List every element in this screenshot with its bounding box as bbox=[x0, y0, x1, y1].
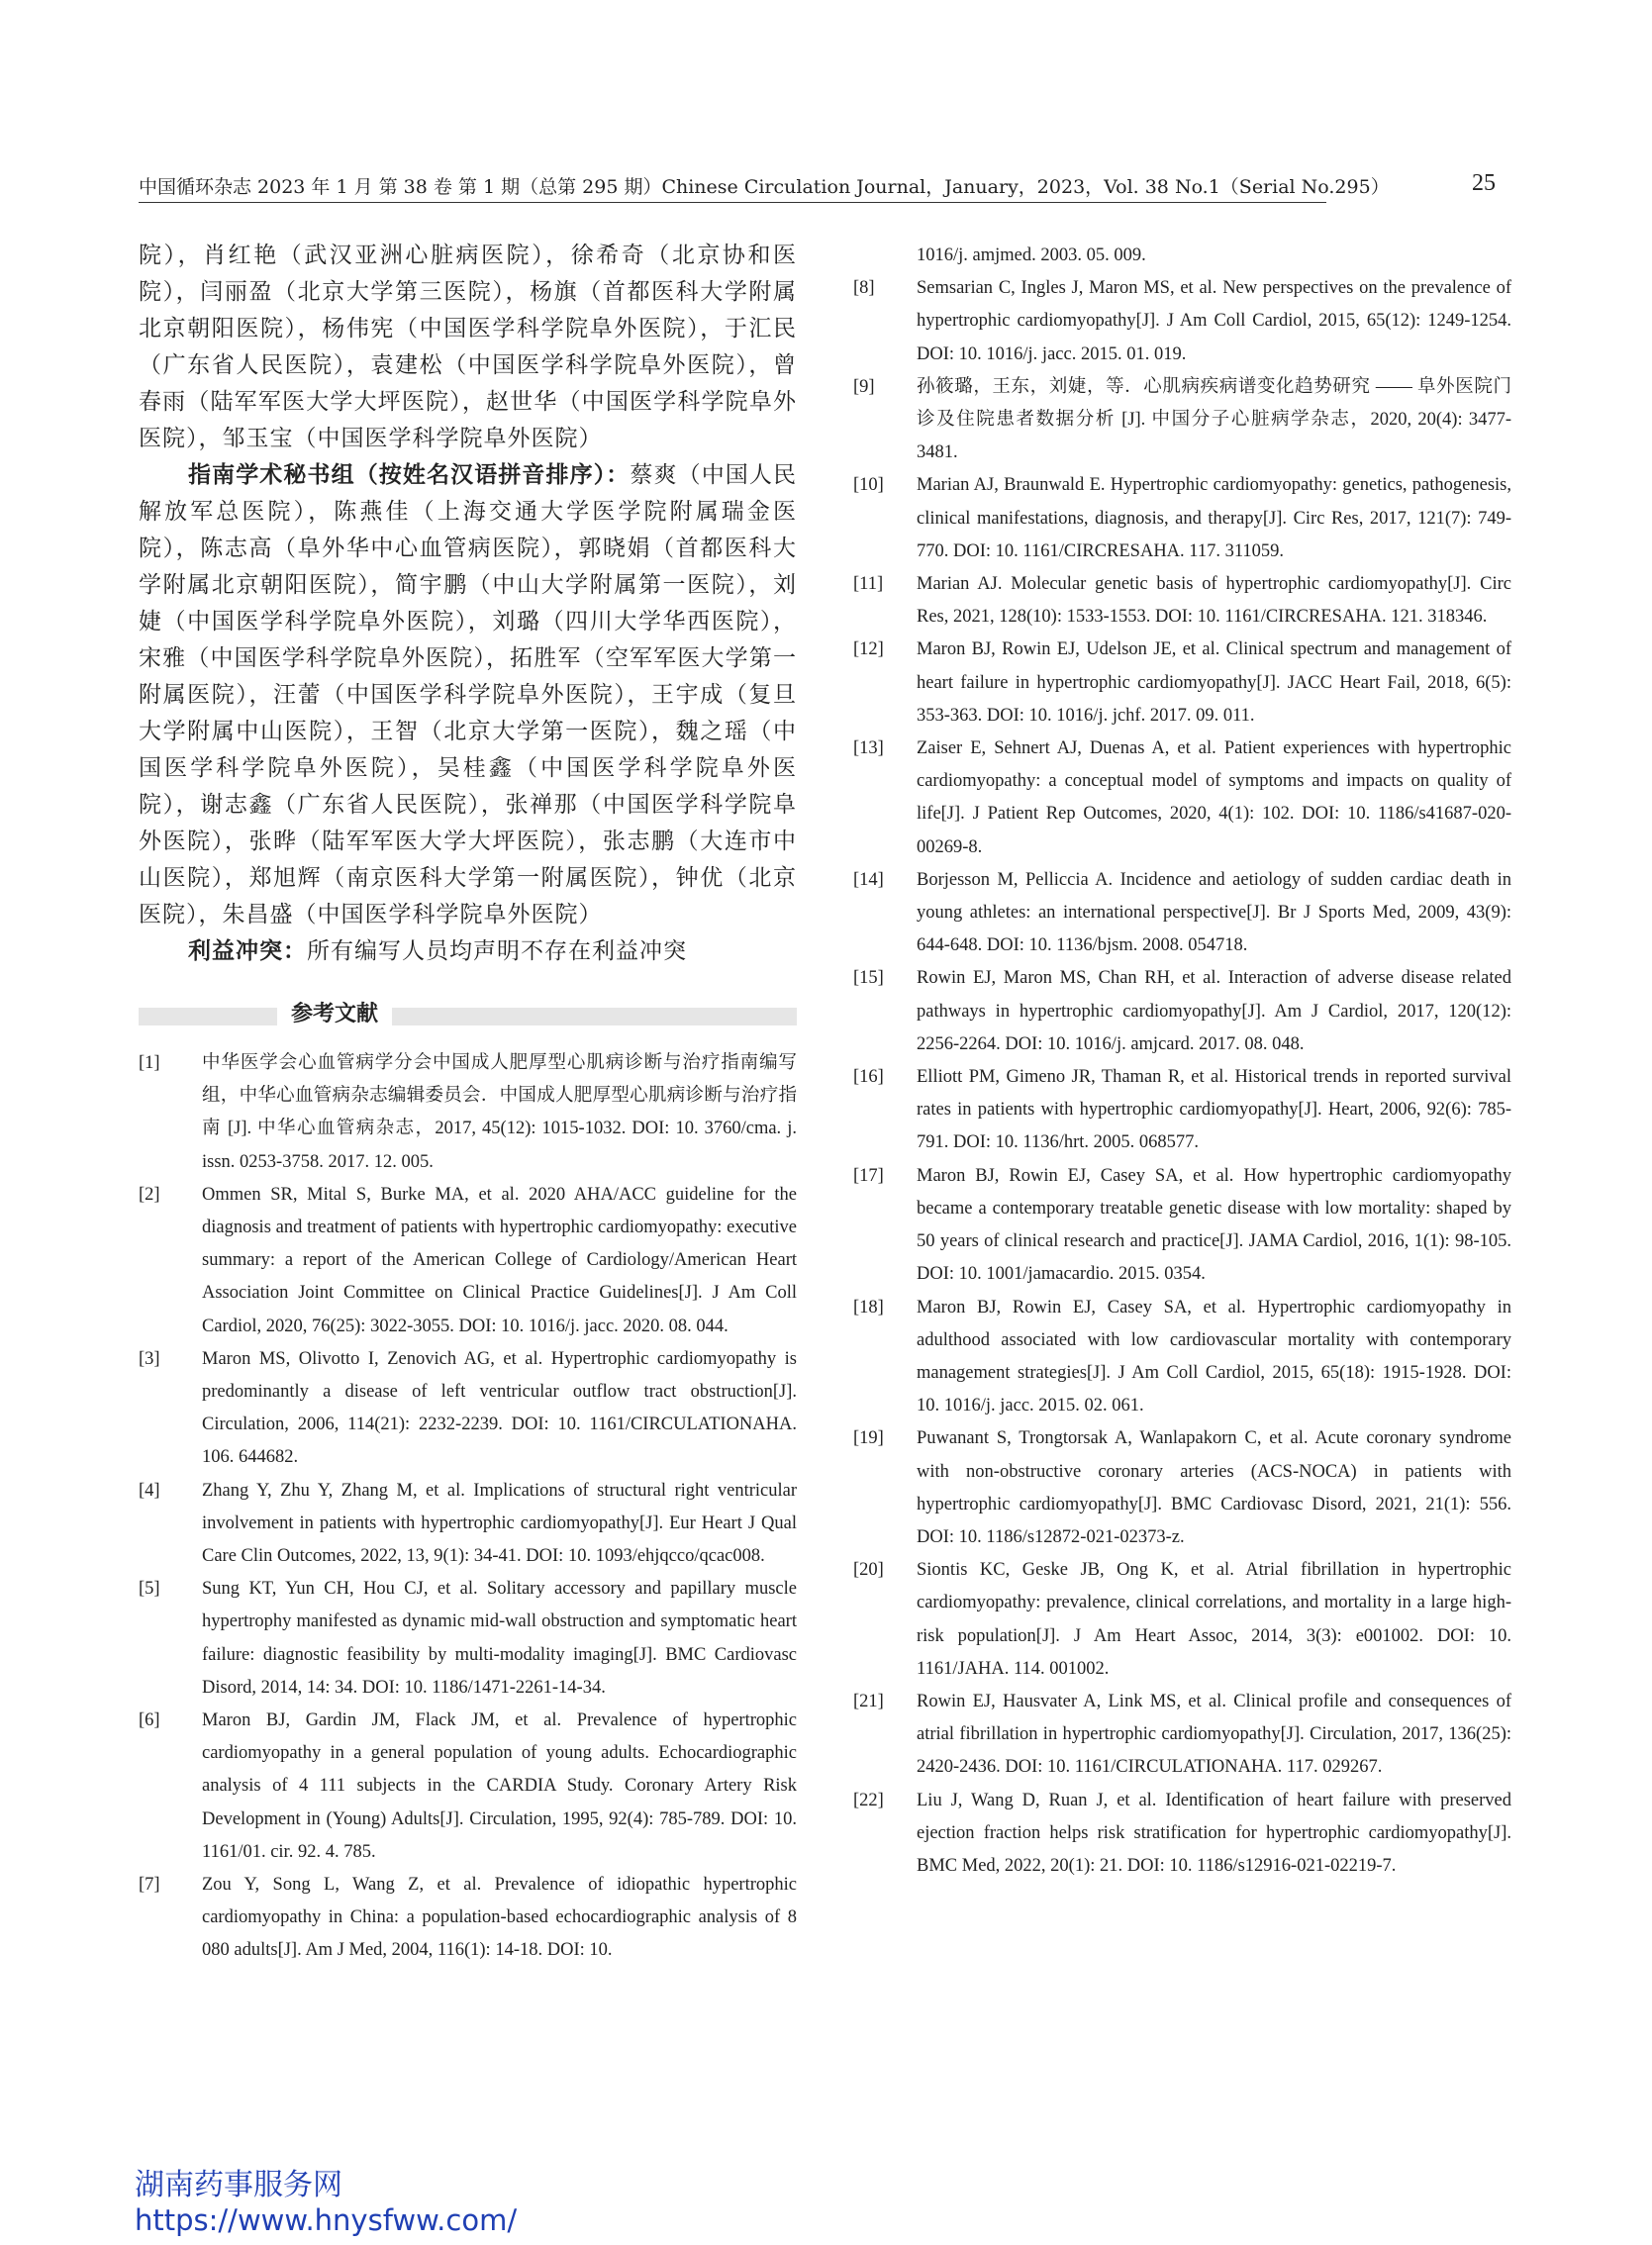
reference-text: Ommen SR, Mital S, Burke MA, et al. 2020 AHA/ACC guideline for the diagnosis and treatment of patients with hypertrophic cardiomyopathy: executive summary: a report of the American College of Cardiology/American Heart Association Joint Committee on Clinical Practice Guidelines[J]. J Am Coll Cardiol, 2020, 76(25): 3022-3055. DOI: 10. 1016/j. jacc. 2020. 08. 044. bbox=[202, 1184, 797, 1336]
reference-number: [7] bbox=[139, 1875, 160, 1896]
conflict-paragraph bbox=[139, 933, 797, 970]
reference-number: [18] bbox=[853, 1297, 884, 1318]
reference-text: Rowin EJ, Maron MS, Chan RH, et al. Interaction of adverse disease related pathways in hypertrophic cardiomyopathy[J]. Am J Cardiol, 2017, 120(12): 2256-2264. DOI: 10. 1016/j. amjcard. 2017. 08. 048. bbox=[917, 968, 1511, 1054]
reference-item bbox=[139, 1705, 797, 1869]
reference-number: [3] bbox=[139, 1348, 160, 1369]
reference-item bbox=[853, 1422, 1511, 1554]
reference-item bbox=[853, 568, 1511, 634]
reference-text: Marian AJ, Braunwald E. Hypertrophic cardiomyopathy: genetics, pathogenesis, clinical manifestations, diagnosis, and therapy[J]. Circ Res, 2017, 121(7): 749-770. DOI: 10. 1161/CIRCRESAHA. 117. 311059. bbox=[917, 475, 1511, 561]
reference-number: [9] bbox=[853, 376, 875, 397]
reference-item bbox=[853, 1785, 1511, 1884]
reference-number: [14] bbox=[853, 869, 884, 890]
reference-number: [17] bbox=[853, 1165, 884, 1186]
reference-text: Maron MS, Olivotto I, Zenovich AG, et al. Hypertrophic cardiomyopathy is predominantly a disease of left ventricular outflow tract obstruction[J]. Circulation, 2006, 114(21): 2232-2239. DOI: 10. 1161/CIRCULATIONAHA. 106. 644682. bbox=[202, 1348, 797, 1468]
reference-text: Zhang Y, Zhu Y, Zhang M, et al. Implications of structural right ventricular involvement in patients with hypertrophic cardiomyopathy[J]. Eur Heart J Qual Care Clin Outcomes, 2022, 13, 9(1): 34-41. DOI: 10. 1093/ehjqcco/qcac008. bbox=[202, 1480, 797, 1567]
reference-text: Maron BJ, Gardin JM, Flack JM, et al. Prevalence of hypertrophic cardiomyopathy in a general population of young adults. Echocardiographic analysis of 4 111 subjects in the CARDIA Study. Coronary Artery Risk Development in (Young) Adults[J]. Circulation, 1995, 92(4): 785-789. DOI: 10. 1161/01. cir. 92. 4. 785. bbox=[202, 1710, 797, 1862]
watermark-site-name: 湖南药事服务网 bbox=[135, 2168, 342, 2202]
reference-text: Sung KT, Yun CH, Hou CJ, et al. Solitary accessory and papillary muscle hypertrophy manifested as dynamic mid-wall obstruction and symptomatic heart failure: diagnostic feasibility by multi-modality imaging[J]. BMC Cardiovasc Disord, 2014, 14: 34. DOI: 10. 1186/1471-2261-14-34. bbox=[202, 1579, 797, 1698]
reference-text: Zou Y, Song L, Wang Z, et al. Prevalence of idiopathic hypertrophic cardiomyopathy in China: a population-based echocardiographic analysis of 8 080 adults[J]. Am J Med, 2004, 116(1): 14-18. DOI: 10. bbox=[202, 1875, 797, 1961]
reference-item bbox=[853, 864, 1511, 963]
reference-item bbox=[853, 634, 1511, 732]
reference-item bbox=[853, 1292, 1511, 1423]
reference-text: Maron BJ, Rowin EJ, Casey SA, et al. How hypertrophic cardiomyopathy became a contemporary treatable genetic disease with low mortality: shaped by 50 years of clinical research and practice[J]. JAMA Cardiol, 2016, 1(1): 98-105. DOI: 10. 1001/jamacardio. 2015. 0354. bbox=[917, 1165, 1511, 1285]
secretariat-text: 蔡爽（中国人民解放军总医院），陈燕佳（上海交通大学医学院附属瑞金医院），陈志高（阜外华中心血管病医院），郭晓娟（首都医科大学附属北京朝阳医院），简宇鹏（中山大学附属第一医院），刘婕（中国医学科学院阜外医院），刘璐（四川大学华西医院），宋雅（中国医学科学院阜外医院），拓胜军（空军军医大学第一附属医院），汪蕾（中国医学科学院阜外医院），王宇成（复旦大学附属中山医院），王智（北京大学第一医院），魏之瑶（中国医学科学院阜外医院），吴桂鑫（中国医学科学院阜外医院），谢志鑫（广东省人民医院），张禅那（中国医学科学院阜外医院），张晔（陆军军医大学大坪医院），张志鹏（大连市中山医院），郑旭辉（南京医科大学第一附属医院），钟优（北京医院），朱昌盛（中国医学科学院阜外医院） bbox=[139, 462, 798, 927]
reference-item bbox=[139, 1475, 797, 1574]
site-watermark bbox=[135, 2168, 517, 2237]
reference-number: [16] bbox=[853, 1067, 884, 1088]
reference-text: Siontis KC, Geske JB, Ong K, et al. Atrial fibrillation in hypertrophic cardiomyopathy: prevalence, clinical correlations, and mortality in a large high-risk population[J]. J Am Heart Assoc, 2014, 3(3): e001002. DOI: 10. 1161/JAHA. 114. 001002. bbox=[917, 1560, 1511, 1679]
reference-item bbox=[853, 371, 1511, 470]
reference-number: [2] bbox=[139, 1184, 160, 1205]
reference-item bbox=[853, 1554, 1511, 1686]
reference-number: [5] bbox=[139, 1579, 160, 1600]
left-column bbox=[139, 238, 797, 1968]
page-number: 25 bbox=[1472, 170, 1496, 196]
committee-members-continued: 院），肖红艳（武汉亚洲心脏病医院），徐希奇（北京协和医院），闫丽盈（北京大学第三医院），杨旗（首都医科大学附属北京朝阳医院），杨伟宪（中国医学科学院阜外医院），于汇民（广东省人民医院），袁建松（中国医学科学院阜外医院），曾春雨（陆军军医大学大坪医院），赵世华（中国医学科学院阜外医院），邹玉宝（中国医学科学院阜外医院） bbox=[139, 243, 797, 451]
reference-number: [15] bbox=[853, 968, 884, 989]
reference-item bbox=[853, 1686, 1511, 1785]
watermark-url[interactable]: https://www.hnysfww.com/ bbox=[135, 2203, 518, 2237]
reference-text: 孙筱璐，王东，刘婕，等．心肌病疾病谱变化趋势研究 —— 阜外医院门诊及住院患者数据分析 [J]. 中国分子心脏病学杂志，2020, 20(4): 3477-3481. bbox=[917, 376, 1511, 463]
reference-text: Maron BJ, Rowin EJ, Casey SA, et al. Hypertrophic cardiomyopathy in adulthood associated with low cardiovascular mortality with contemporary management strategies[J]. J Am Coll Cardiol, 2015, 65(18): 1915-1928. DOI: 10. 1016/j. jacc. 2015. 02. 061. bbox=[917, 1297, 1511, 1416]
reference-text: Zaiser E, Sehnert AJ, Duenas A, et al. Patient experiences with hypertrophic cardiomyopathy: a conceptual model of symptoms and impacts on quality of life[J]. J Patient Rep Outcomes, 2020, 4(1): 102. DOI: 10. 1186/s41687-020-00269-8. bbox=[917, 738, 1511, 857]
reference-text: Borjesson M, Pelliccia A. Incidence and aetiology of sudden cardiac death in young athletes: an international perspective[J]. Br J Sports Med, 2009, 43(9): 644-648. DOI: 10. 1136/bjsm. 2008. 054718. bbox=[917, 869, 1511, 956]
reference-text: Semsarian C, Ingles J, Maron MS, et al. New perspectives on the prevalence of hypertrophic cardiomyopathy[J]. J Am Coll Cardiol, 2015, 65(12): 1249-1254. DOI: 10. 1016/j. jacc. 2015. 01. 019. bbox=[917, 278, 1511, 364]
reference-number: [20] bbox=[853, 1560, 884, 1581]
reference-item bbox=[853, 1061, 1511, 1160]
reference-text: Marian AJ. Molecular genetic basis of hypertrophic cardiomyopathy[J]. Circ Res, 2021, 128(10): 1533-1553. DOI: 10. 1161/CIRCRESAHA. 121. 318346. bbox=[917, 574, 1511, 628]
reference-item bbox=[853, 272, 1511, 371]
conflict-text: 所有编写人员均声明不存在利益冲突 bbox=[307, 938, 687, 964]
reference-text: Rowin EJ, Hausvater A, Link MS, et al. Clinical profile and consequences of atrial fibrillation in hypertrophic cardiomyopathy[J]. Circulation, 2017, 136(25): 2420-2436. DOI: 10. 1161/CIRCULATIONAHA. 117. 029267. bbox=[917, 1691, 1511, 1778]
reference-item bbox=[853, 469, 1511, 568]
reference-item bbox=[139, 1573, 797, 1705]
reference-text: 中华医学会心血管病学分会中国成人肥厚型心肌病诊断与治疗指南编写组，中华心血管病杂志编辑委员会．中国成人肥厚型心肌病诊断与治疗指南 [J]. 中华心血管病杂志，2017, 45(12): 1015-1032. DOI: 10. 3760/cma. j. issn. 0253-3758. 2017. 12. 005. bbox=[202, 1053, 797, 1172]
reference-number: [19] bbox=[853, 1428, 884, 1449]
reference-number: [21] bbox=[853, 1691, 884, 1711]
secretariat-label: 指南学术秘书组（按姓名汉语拼音排序）： bbox=[188, 462, 631, 488]
reference-text: Puwanant S, Trongtorsak A, Wanlapakorn C, et al. Acute coronary syndrome with non-obstructive coronary arteries (ACS-NOCA) in patients with hypertrophic cardiomyopathy[J]. BMC Cardiovasc Disord, 2021, 21(1): 556. DOI: 10. 1186/s12872-021-02373-z. bbox=[917, 1428, 1511, 1547]
reference-item bbox=[853, 1160, 1511, 1292]
conflict-label: 利益冲突： bbox=[188, 938, 307, 964]
reference-item bbox=[853, 962, 1511, 1061]
reference-number: [8] bbox=[853, 278, 875, 299]
reference-7-continuation: 1016/j. amjmed. 2003. 05. 009. bbox=[917, 245, 1146, 265]
reference-number: [11] bbox=[853, 574, 884, 595]
references-heading-bar bbox=[139, 1002, 797, 1026]
references-list-left bbox=[139, 1047, 797, 1968]
references-list-right bbox=[853, 272, 1511, 1883]
reference-number: [13] bbox=[853, 738, 884, 759]
journal-header: 中国循环杂志 2023 年 1 月 第 38 卷 第 1 期（总第 295 期）Chinese Circulation Journal，January，2023，Vol. 38 No.1（Serial No.295） bbox=[139, 174, 1326, 203]
reference-text: Elliott PM, Gimeno JR, Thaman R, et al. Historical trends in reported survival rates in patients with hypertrophic cardiomyopathy[J]. Heart, 2006, 92(6): 785-791. DOI: 10. 1136/hrt. 2005. 068577. bbox=[917, 1067, 1511, 1153]
reference-item bbox=[139, 1179, 797, 1343]
reference-number: [4] bbox=[139, 1480, 160, 1501]
reference-text: Maron BJ, Rowin EJ, Udelson JE, et al. Clinical spectrum and management of heart failure in hypertrophic cardiomyopathy[J]. JACC Heart Fail, 2018, 6(5): 353-363. DOI: 10. 1016/j. jchf. 2017. 09. 011. bbox=[917, 639, 1511, 726]
reference-number: [10] bbox=[853, 475, 884, 496]
reference-number: [1] bbox=[139, 1053, 160, 1073]
reference-number: [22] bbox=[853, 1790, 884, 1810]
secretariat-paragraph bbox=[139, 457, 797, 933]
reference-item bbox=[139, 1343, 797, 1475]
references-heading: 参考文献 bbox=[277, 1000, 392, 1029]
reference-number: [12] bbox=[853, 639, 884, 660]
reference-number: [6] bbox=[139, 1710, 160, 1731]
reference-item bbox=[853, 732, 1511, 864]
reference-item bbox=[139, 1869, 797, 1968]
right-column bbox=[853, 240, 1511, 1883]
reference-text: Liu J, Wang D, Ruan J, et al. Identification of heart failure with preserved ejection fraction helps risk stratification for hypertrophic cardiomyopathy[J]. BMC Med, 2022, 20(1): 21. DOI: 10. 1186/s12916-021-02219-7. bbox=[917, 1790, 1511, 1876]
reference-item bbox=[139, 1047, 797, 1179]
